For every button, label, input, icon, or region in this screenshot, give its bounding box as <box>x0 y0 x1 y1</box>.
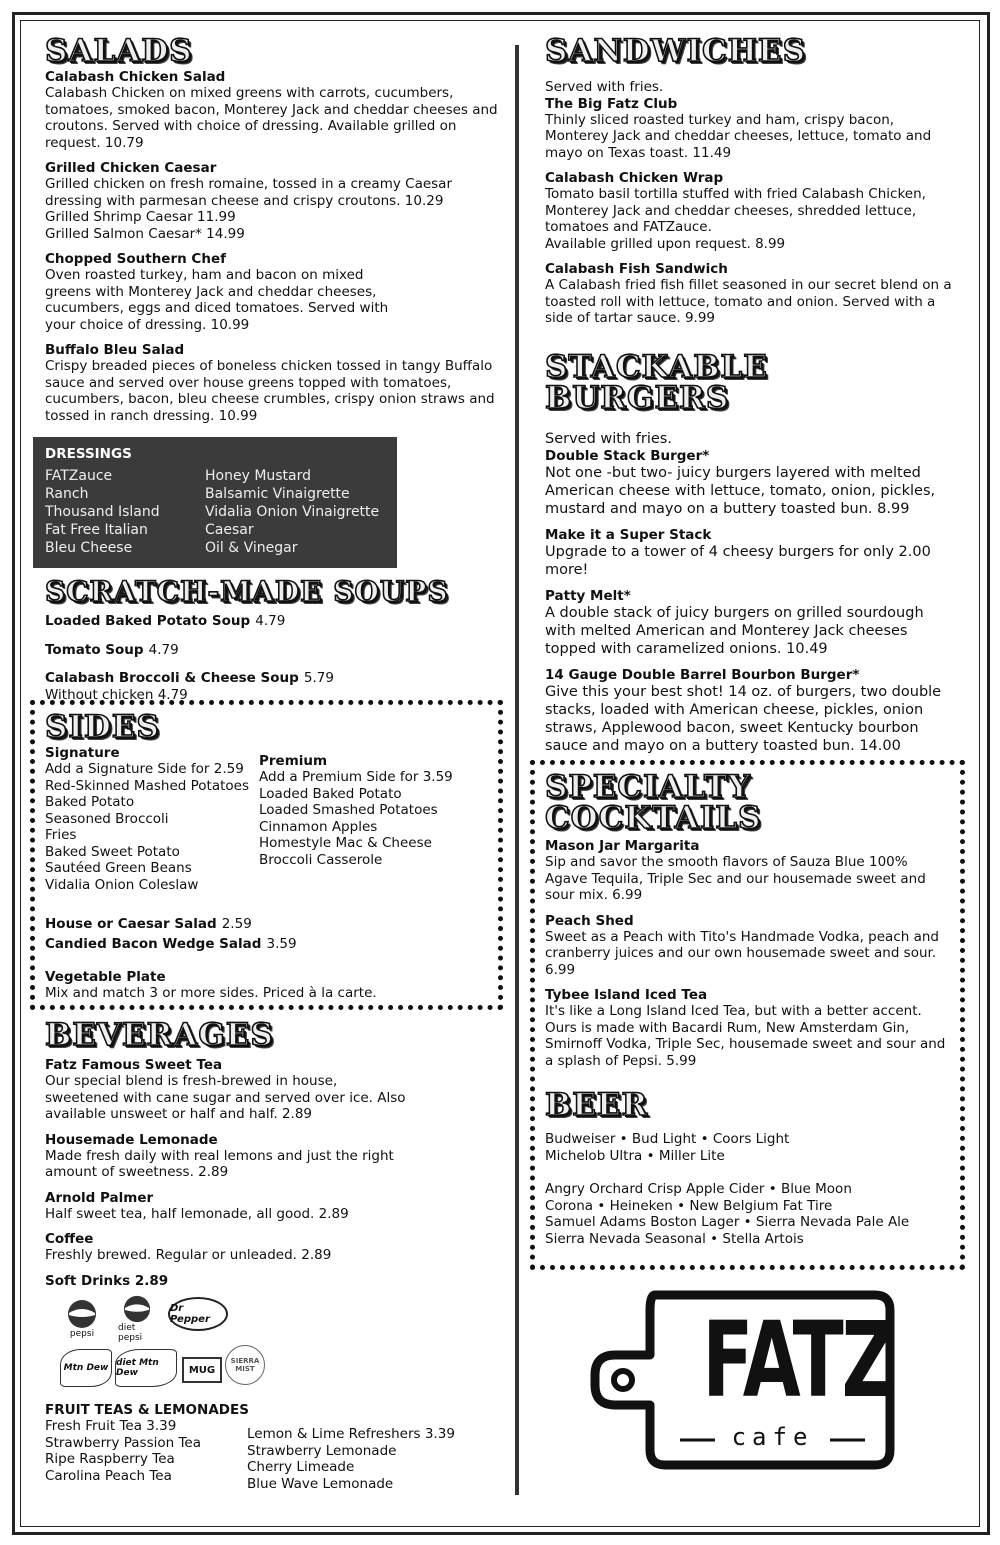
burger-desc: A double stack of juicy burgers on grilled sourdough with melted American and Monterey Jack cheeses topped with caramelized onions. 10.49 <box>545 605 924 657</box>
burger-desc: Upgrade to a tower of 4 cheesy burgers for only 2.00 more! <box>545 544 931 578</box>
sandwich-desc: Thinly sliced roasted turkey and ham, crispy bacon, Monterey Jack and cheddar cheeses, lettuce, tomato and mayo on Texas toast. 11.49 <box>545 111 932 161</box>
mtn-dew-logo: Mtn Dew <box>60 1349 112 1387</box>
cocktail-name: Tybee Island Iced Tea <box>545 987 708 1003</box>
side-item: Add a Premium Side for 3.59 <box>259 769 453 785</box>
fruit-col2 <box>247 1426 455 1492</box>
sierra-mist-logo: SIERRA MIST <box>225 1345 265 1385</box>
signature-sides <box>45 745 249 893</box>
salad-name: Grilled Chicken Caesar <box>45 160 217 176</box>
burgers-heading-line1: STACKABLE <box>545 349 768 385</box>
side-item: Red-Skinned Mashed Potatoes <box>45 777 249 794</box>
burger-desc: Not one -but two- juicy burgers layered with melted American cheese with lettuce, tomato, onion, pickles, mustard and mayo on a buttery toasted bun. 8.99 <box>545 465 936 517</box>
beverage-desc: Half sweet tea, half lemonade, all good. 2.89 <box>45 1205 349 1222</box>
fruit-item: Strawberry Lemonade <box>247 1442 397 1459</box>
salad-extra: Grilled Shrimp Caesar 11.99 <box>45 209 236 225</box>
salad-extra: Grilled Salmon Caesar* 14.99 <box>45 225 245 242</box>
side-salad-price: 3.59 <box>266 935 297 952</box>
dressings-col2 <box>205 467 379 557</box>
fruit-teas-section <box>45 1402 505 1498</box>
fruit-item: Carolina Peach Tea <box>45 1467 172 1484</box>
fruit-col1 <box>45 1418 201 1484</box>
beer-line: Samuel Adams Boston Lager • Sierra Nevada Pale Ale <box>545 1214 910 1230</box>
soup-price: 4.79 <box>148 641 179 658</box>
cocktails-section <box>545 769 953 1078</box>
salads-section <box>45 33 500 433</box>
cocktails-heading-line2: COCKTAILS <box>545 800 762 836</box>
side-item: Loaded Smashed Potatoes <box>259 802 438 818</box>
dressing-item: Fat Free Italian <box>45 522 148 538</box>
fruit-item: Ripe Raspberry Tea <box>45 1451 175 1467</box>
side-salad-name: House or Caesar Salad <box>45 916 217 932</box>
dressing-item: Balsamic Vinaigrette <box>205 486 350 502</box>
sandwich-name: Calabash Fish Sandwich <box>545 261 728 277</box>
side-item: Broccoli Casserole <box>259 851 383 868</box>
soup-price: 4.79 <box>255 613 286 629</box>
salad-name: Chopped Southern Chef <box>45 251 226 267</box>
salad-name: Buffalo Bleu Salad <box>45 342 185 358</box>
side-salad-name: Candied Bacon Wedge Salad <box>45 935 262 952</box>
fruit-item: Strawberry Passion Tea <box>45 1434 202 1451</box>
salad-desc: Crispy breaded pieces of boneless chicken tossed in tangy Buffalo sauce and served over house greens topped with tomatoes, cucumbers, bacon, bleu cheese crumbles, crispy onion straws and tossed in ranch dressing. 10.99 <box>45 358 495 424</box>
burgers-heading-line2: BURGERS <box>545 380 730 416</box>
soup-name: Calabash Broccoli & Cheese Soup <box>45 670 299 686</box>
beer-heading: BEER <box>545 1087 649 1123</box>
salad-desc: Grilled chicken on fresh romaine, tossed in a creamy Caesar dressing with parmesan cheese and crispy croutons. 10.29 <box>45 176 452 209</box>
beverage-name: Housemade Lemonade <box>45 1131 218 1148</box>
beverages-heading: BEVERAGES <box>45 1017 274 1053</box>
soups-section <box>45 575 500 712</box>
beverage-desc: Made fresh daily with real lemons and just the right amount of sweetness. 2.89 <box>45 1147 394 1180</box>
beverage-name: Arnold Palmer <box>45 1189 154 1206</box>
side-item: Seasoned Broccoli <box>45 810 169 827</box>
cocktail-desc: Sweet as a Peach with Tito's Handmade Vodka, peach and cranberry juices and our own housemade sweet and sour. 6.99 <box>545 928 939 978</box>
burgers-section <box>545 349 955 764</box>
burger-name: 14 Gauge Double Barrel Bourbon Burger* <box>545 667 860 683</box>
diet-pepsi-logo: diet pepsi <box>118 1295 156 1343</box>
signature-title: Signature <box>45 745 120 761</box>
mug-logo: MUG <box>182 1357 222 1383</box>
fruit-item: Blue Wave Lemonade <box>247 1475 394 1492</box>
beverage-name: Fatz Famous Sweet Tea <box>45 1057 223 1073</box>
sandwiches-section <box>545 33 955 336</box>
burgers-intro: Served with fries. <box>545 431 672 447</box>
logo-sub: cafe <box>731 1423 814 1451</box>
beer-line: Sierra Nevada Seasonal • Stella Artois <box>545 1230 804 1247</box>
dressing-item: Caesar <box>205 522 254 538</box>
beer-line: Michelob Ultra • Miller Lite <box>545 1147 725 1164</box>
soft-drink-logos <box>60 1295 270 1390</box>
soup-name: Tomato Soup <box>45 641 144 658</box>
fruit-item: Cherry Limeade <box>247 1459 355 1475</box>
fruit-teas-title: FRUIT TEAS & LEMONADES <box>45 1402 249 1418</box>
pepsi-logo: pepsi <box>65 1295 99 1343</box>
fruit-item: Lemon & Lime Refreshers 3.39 <box>247 1426 455 1442</box>
cocktail-name: Mason Jar Margarita <box>545 838 700 854</box>
cocktail-desc: Sip and savor the smooth flavors of Sauza Blue 100% Agave Tequila, Triple Sec and our housemade sweet and sour mix. 6.99 <box>545 854 926 903</box>
dressing-item: Oil & Vinegar <box>205 540 298 556</box>
side-item: Fries <box>45 827 77 843</box>
soft-drinks-label: Soft Drinks 2.89 <box>45 1272 169 1289</box>
beer-line: Budweiser • Bud Light • Coors Light <box>545 1131 790 1147</box>
fatz-cafe-logo <box>585 1285 895 1475</box>
side-salad-price: 2.59 <box>221 916 252 932</box>
soups-heading: SCRATCH-MADE SOUPS <box>45 575 449 608</box>
dressing-item: Bleu Cheese <box>45 540 133 556</box>
dressing-item: Ranch <box>45 486 89 502</box>
dressings-box <box>33 437 397 568</box>
salad-desc: Oven roasted turkey, ham and bacon on mixed greens with Monterey Jack and cheddar cheeses, cucumbers, eggs and diced tomatoes. Served with your choice of dressing. 10.99 <box>45 267 389 333</box>
veg-plate-name: Vegetable Plate <box>45 969 166 985</box>
beverage-desc: Freshly brewed. Regular or unleaded. 2.89 <box>45 1247 332 1263</box>
column-divider <box>515 45 519 1495</box>
soup-sub: Without chicken 4.79 <box>45 686 188 703</box>
sandwich-extra: Available grilled upon request. 8.99 <box>545 235 786 252</box>
veg-plate-desc: Mix and match 3 or more sides. Priced à la carte. <box>45 985 377 1001</box>
side-item: Loaded Baked Potato <box>259 785 402 802</box>
dressing-item: Vidalia Onion Vinaigrette <box>205 504 380 520</box>
logo-word: FATZ <box>702 1299 894 1421</box>
beer-line: Corona • Heineken • New Belgium Fat Tire <box>545 1197 833 1214</box>
sandwiches-intro: Served with fries. <box>545 79 664 95</box>
soup-price: 5.79 <box>303 670 334 686</box>
cocktail-name: Peach Shed <box>545 912 634 929</box>
soup-name: Loaded Baked Potato Soup <box>45 613 251 629</box>
cocktails-heading-line1: SPECIALTY <box>545 769 752 805</box>
burger-name: Double Stack Burger* <box>545 448 710 464</box>
side-item: Add a Signature Side for 2.59 <box>45 761 244 777</box>
side-item: Cinnamon Apples <box>259 818 378 835</box>
side-item: Homestyle Mac & Cheese <box>259 835 432 851</box>
salad-name: Calabash Chicken Salad <box>45 69 226 85</box>
beverages-section <box>45 1017 415 1289</box>
dressing-item: FATZauce <box>45 468 113 484</box>
side-item: Baked Potato <box>45 794 135 810</box>
burger-desc: Give this your best shot! 14 oz. of burgers, two double stacks, loaded with American cheese, pickles, onion straws, Applewood bacon, sweet Kentucky bourbon sauce and mayo on a buttery toasted bun. 14.00 <box>545 684 942 754</box>
beverage-desc: Our special blend is fresh-brewed in house, sweetened with cane sugar and served over ice. Also available unsweet or half and half. 2.89 <box>45 1073 406 1122</box>
sides-section <box>45 709 485 1002</box>
cocktail-desc: It's like a Long Island Iced Tea, but with a better accent. Ours is made with Bacardi Rum, New Amsterdam Gin, Smirnoff Vodka, Triple Sec, housemade sweet and sour and a splash of Pepsi. 5.99 <box>545 1003 946 1069</box>
fruit-item: Fresh Fruit Tea 3.39 <box>45 1418 177 1434</box>
side-item: Baked Sweet Potato <box>45 843 180 860</box>
premium-title: Premium <box>259 753 328 769</box>
salads-heading: SALADS <box>45 33 193 69</box>
dressing-item: Honey Mustard <box>205 468 312 484</box>
burger-name: Patty Melt* <box>545 588 631 604</box>
sides-heading: SIDES <box>45 709 160 745</box>
side-item: Sautéed Green Beans <box>45 860 192 876</box>
sandwich-desc: A Calabash fried fish fillet seasoned in our secret blend on a toasted roll with lettuce, tomato and onion. Served with a side of tartar sauce. 9.99 <box>545 277 952 326</box>
beer-section <box>545 1087 953 1247</box>
dressings-col1 <box>45 467 160 557</box>
beer-line: Angry Orchard Crisp Apple Cider • Blue Moon <box>545 1181 852 1197</box>
dressings-title: DRESSINGS <box>45 446 132 462</box>
burger-name: Make it a Super Stack <box>545 527 712 543</box>
sandwich-desc: Tomato basil tortilla stuffed with fried Calabash Chicken, Monterey Jack and cheddar cheeses, shredded lettuce, tomatoes and FATZauce. <box>545 186 926 235</box>
side-item: Vidalia Onion Coleslaw <box>45 876 199 893</box>
sandwiches-heading: SANDWICHES <box>545 33 806 69</box>
dr-pepper-logo: Dr Pepper <box>168 1297 228 1331</box>
sandwich-name: The Big Fatz Club <box>545 95 678 112</box>
diet-mtn-dew-logo: diet Mtn Dew <box>115 1349 177 1387</box>
beverage-name: Coffee <box>45 1231 94 1247</box>
dressing-item: Thousand Island <box>45 504 160 520</box>
salad-desc: Calabash Chicken on mixed greens with carrots, cucumbers, tomatoes, smoked bacon, Monterey Jack and cheddar cheeses and croutons. Served with choice of dressing. Available grilled on request. 10.79 <box>45 85 498 151</box>
sandwich-name: Calabash Chicken Wrap <box>545 170 724 186</box>
premium-sides <box>259 753 453 868</box>
